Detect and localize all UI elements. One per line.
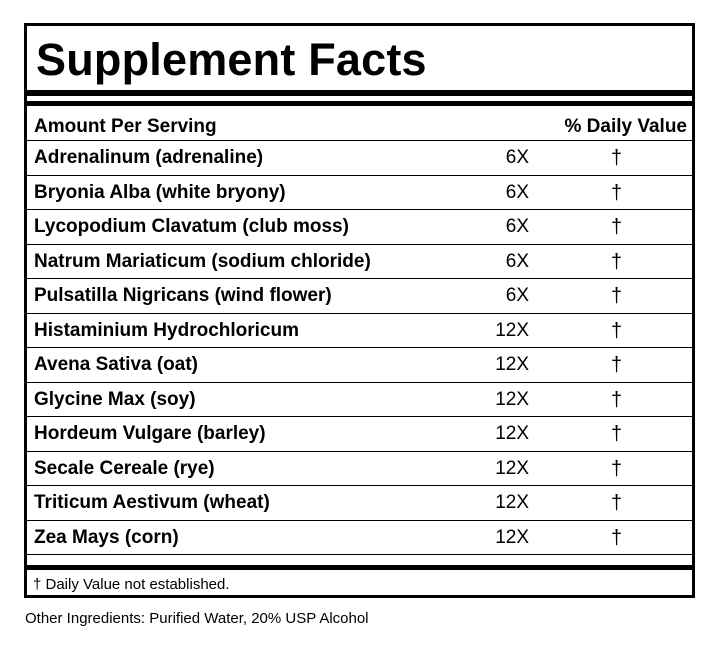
- ingredient-name: Adrenalinum (adrenaline): [34, 147, 264, 168]
- ingredient-potency: 12X: [495, 457, 529, 479]
- table-header-row: [27, 113, 692, 141]
- ingredient-table: [27, 141, 692, 555]
- ingredient-name: Bryonia Alba (white bryony): [34, 181, 286, 203]
- ingredient-name: Hordeum Vulgare (barley): [34, 423, 266, 444]
- ingredient-potency: 12X: [495, 354, 529, 375]
- ingredient-daily-value: †: [611, 216, 623, 238]
- ingredient-daily-value: †: [611, 147, 623, 169]
- ingredient-potency: 6X: [505, 250, 529, 272]
- table-row: [27, 210, 692, 245]
- ingredient-daily-value: †: [611, 354, 623, 376]
- ingredient-potency: 12X: [495, 388, 529, 410]
- ingredient-potency: 12X: [495, 423, 529, 444]
- ingredient-name: Natrum Mariaticum (sodium chloride): [34, 250, 371, 272]
- table-row: [27, 348, 692, 383]
- table-row: [27, 486, 692, 521]
- ingredient-name: Histaminium Hydrochloricum: [34, 319, 299, 341]
- ingredient-daily-value: †: [611, 457, 623, 480]
- table-row: [27, 176, 692, 211]
- other-ingredients: Other Ingredients: Purified Water, 20% USP Alcohol: [25, 610, 369, 627]
- title-divider-thick: [27, 90, 692, 96]
- daily-value-header: % Daily Value: [564, 116, 687, 137]
- ingredient-daily-value: †: [611, 181, 623, 204]
- table-row: [27, 383, 692, 418]
- table-row: [27, 417, 692, 452]
- footnote-divider: [27, 565, 692, 570]
- ingredient-daily-value: †: [611, 250, 623, 273]
- supplement-facts-panel: [24, 23, 695, 598]
- ingredient-name: Glycine Max (soy): [34, 388, 196, 410]
- ingredient-daily-value: †: [611, 526, 623, 549]
- ingredient-daily-value: †: [611, 319, 623, 342]
- ingredient-name: Lycopodium Clavatum (club moss): [34, 216, 349, 237]
- ingredient-daily-value: †: [611, 492, 623, 514]
- ingredient-potency: 12X: [495, 526, 529, 548]
- ingredient-potency: 12X: [495, 492, 529, 513]
- amount-per-serving-header: Amount Per Serving: [34, 116, 217, 137]
- title-divider-medium: [27, 101, 692, 106]
- ingredient-daily-value: †: [611, 285, 623, 307]
- ingredient-daily-value: †: [611, 388, 623, 411]
- ingredient-name: Zea Mays (corn): [34, 526, 179, 548]
- ingredient-name: Secale Cereale (rye): [34, 457, 215, 479]
- ingredient-name: Triticum Aestivum (wheat): [34, 492, 270, 513]
- table-row: [27, 452, 692, 487]
- ingredient-name: Avena Sativa (oat): [34, 354, 199, 375]
- ingredient-potency: 6X: [505, 285, 529, 306]
- ingredient-potency: 6X: [505, 216, 529, 237]
- daily-value-footnote: † Daily Value not established.: [33, 576, 230, 593]
- table-row: [27, 245, 692, 280]
- ingredient-potency: 6X: [505, 147, 529, 168]
- ingredient-potency: 6X: [505, 181, 529, 203]
- table-row: [27, 314, 692, 349]
- ingredient-daily-value: †: [611, 423, 623, 445]
- table-row: [27, 521, 692, 556]
- table-row: [27, 279, 692, 314]
- table-row: [27, 141, 692, 176]
- panel-title: Supplement Facts: [36, 34, 427, 85]
- ingredient-potency: 12X: [495, 319, 529, 341]
- ingredient-name: Pulsatilla Nigricans (wind flower): [34, 285, 332, 306]
